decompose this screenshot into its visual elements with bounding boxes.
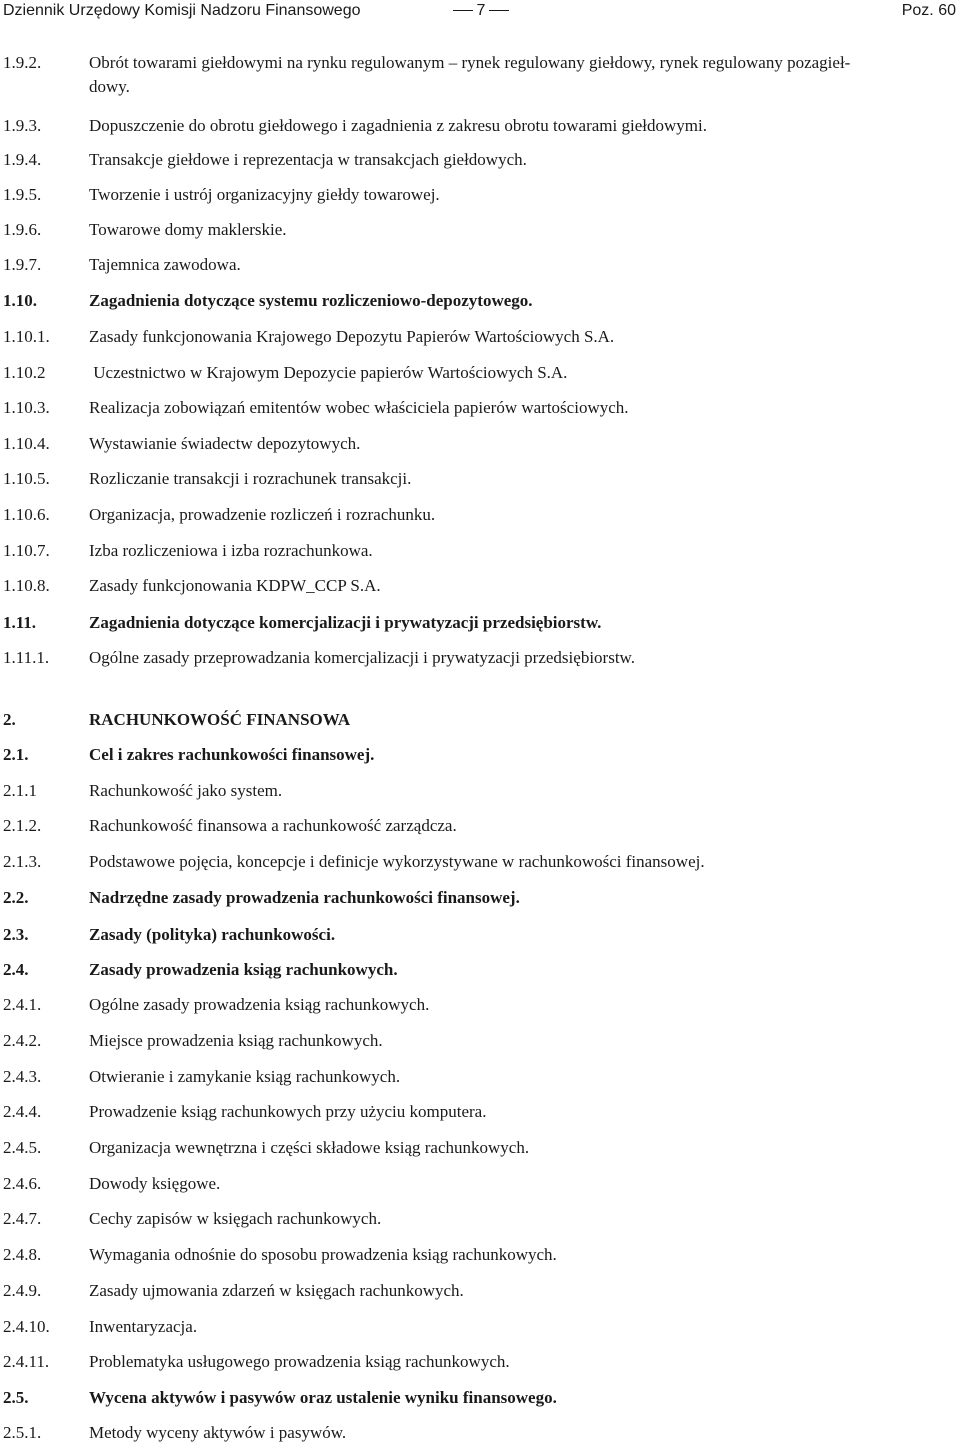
- toc-entry-number: 2.4.1.: [3, 995, 42, 1014]
- toc-entry-title: Zagadnienia dotyczące systemu rozliczeniowo-depozytowego.: [89, 291, 533, 310]
- toc-entry-title: Prowadzenie ksiąg rachunkowych przy użyciu komputera.: [89, 1102, 487, 1121]
- toc-entry-title: Wycena aktywów i pasywów oraz ustalenie wyniku finansowego.: [89, 1388, 557, 1407]
- toc-entry-title: Tworzenie i ustrój organizacyjny giełdy towarowej.: [89, 185, 440, 204]
- toc-entry-title: Miejsce prowadzenia ksiąg rachunkowych.: [89, 1031, 383, 1050]
- toc-entry-number: 2.: [3, 710, 16, 729]
- toc-entry-title: Transakcje giełdowe i reprezentacja w transakcjach giełdowych.: [89, 150, 527, 169]
- toc-entry-number: 1.10.7.: [3, 541, 50, 560]
- page-header: [0, 0, 960, 26]
- toc-entry-number: 2.4.4.: [3, 1102, 42, 1121]
- toc-entry-number: 2.4.7.: [3, 1209, 42, 1228]
- toc-entry-title: Obrót towarami giełdowymi na rynku regulowanym – rynek regulowany giełdowy, rynek regulowany pozagieł-: [89, 53, 851, 72]
- toc-entry-number: 1.9.2.: [3, 53, 42, 72]
- toc-entry-title: Metody wyceny aktywów i pasywów.: [89, 1423, 347, 1442]
- toc-entry-number: 1.10.5.: [3, 469, 50, 488]
- toc-entry-number: 1.9.6.: [3, 220, 42, 239]
- toc-entry-number: 2.3.: [3, 925, 29, 944]
- toc-entry-number: 1.9.4.: [3, 150, 42, 169]
- toc-entry-title: Zasady ujmowania zdarzeń w księgach rachunkowych.: [89, 1281, 464, 1300]
- toc-entry-number: 2.1.2.: [3, 816, 42, 835]
- toc-entry-number: 2.4.6.: [3, 1174, 42, 1193]
- toc-entry-title: Wymagania odnośnie do sposobu prowadzenia ksiąg rachunkowych.: [89, 1245, 557, 1264]
- toc-entry-number: 2.4.2.: [3, 1031, 42, 1050]
- toc-entry-number: 1.10.4.: [3, 434, 50, 453]
- toc-entry-title: Nadrzędne zasady prowadzenia rachunkowości finansowej.: [89, 888, 520, 907]
- toc-entry-title: Uczestnictwo w Krajowym Depozycie papierów Wartościowych S.A.: [89, 363, 568, 382]
- toc-entry-title: Zasady (polityka) rachunkowości.: [89, 925, 336, 944]
- toc-entry-number: 2.4.11.: [3, 1352, 50, 1371]
- toc-entry-number: 2.4.3.: [3, 1067, 42, 1086]
- toc-entry-title: Organizacja wewnętrzna i części składowe ksiąg rachunkowych.: [89, 1138, 530, 1157]
- toc-entry-title: Towarowe domy maklerskie.: [89, 220, 287, 239]
- toc-entry-number: 1.11.1.: [3, 648, 50, 667]
- toc-entry-number: 1.10.1.: [3, 327, 50, 346]
- toc-entry-title: Wystawianie świadectw depozytowych.: [89, 434, 361, 453]
- toc-entry-title: Zasady funkcjonowania KDPW_CCP S.A.: [89, 576, 381, 595]
- toc-entry-title: Inwentaryzacja.: [89, 1317, 198, 1336]
- toc-entry-title: Ogólne zasady prowadzenia ksiąg rachunkowych.: [89, 995, 430, 1014]
- toc-entry-title: Zasady funkcjonowania Krajowego Depozytu Papierów Wartościowych S.A.: [89, 327, 615, 346]
- toc-entry-number: 2.5.1.: [3, 1423, 42, 1442]
- toc-entry-title: Dowody księgowe.: [89, 1174, 221, 1193]
- toc-entry-number: 2.2.: [3, 888, 29, 907]
- toc-entry-number: 1.10.8.: [3, 576, 50, 595]
- toc-entry-title: Organizacja, prowadzenie rozliczeń i rozrachunku.: [89, 505, 436, 524]
- page-number-value: 7: [476, 2, 486, 19]
- toc-entry-number: 1.10.3.: [3, 398, 50, 417]
- toc-entry-title: Cechy zapisów w księgach rachunkowych.: [89, 1209, 382, 1228]
- toc-entry-number: 2.1.: [3, 745, 29, 764]
- toc-entry-title-continuation: dowy.: [89, 77, 130, 96]
- toc-entry-title: Rozliczanie transakcji i rozrachunek transakcji.: [89, 469, 412, 488]
- toc-entry-title: Realizacja zobowiązań emitentów wobec właściciela papierów wartościowych.: [89, 398, 629, 417]
- toc-entry-number: 1.11.: [3, 613, 37, 632]
- toc-entry-number: 2.4.8.: [3, 1245, 42, 1264]
- toc-entry-number: 1.10.: [3, 291, 37, 310]
- toc-entry-number: 1.9.7.: [3, 255, 42, 274]
- page-number: [446, 2, 516, 20]
- toc-entry-number: 2.5.: [3, 1388, 29, 1407]
- toc-entry-number: 1.10.6.: [3, 505, 50, 524]
- toc-entry-title: RACHUNKOWOŚĆ FINANSOWA: [89, 710, 351, 729]
- toc-entry-number: 2.1.3.: [3, 852, 42, 871]
- toc-entry-title: Dopuszczenie do obrotu giełdowego i zagadnienia z zakresu obrotu towarami giełdowymi.: [89, 116, 707, 135]
- toc-entry-title: Zasady prowadzenia ksiąg rachunkowych.: [89, 960, 398, 979]
- toc-entry-number: 2.4.5.: [3, 1138, 42, 1157]
- dash-left: [453, 10, 473, 11]
- toc-entry-number: 2.4.9.: [3, 1281, 42, 1300]
- journal-title: Dziennik Urzędowy Komisji Nadzoru Finansowego: [3, 2, 361, 19]
- toc-entry-title: Problematyka usługowego prowadzenia ksiąg rachunkowych.: [89, 1352, 510, 1371]
- toc-entry-title: Ogólne zasady przeprowadzania komercjalizacji i prywatyzacji przedsiębiorstw.: [89, 648, 635, 667]
- dash-right: [489, 10, 509, 11]
- toc-entry-title: Izba rozliczeniowa i izba rozrachunkowa.: [89, 541, 373, 560]
- toc-entry-title: Otwieranie i zamykanie ksiąg rachunkowych.: [89, 1067, 401, 1086]
- toc-entry-title: Podstawowe pojęcia, koncepcje i definicje wykorzystywane w rachunkowości finansowej.: [89, 852, 705, 871]
- toc-entry-title: Zagadnienia dotyczące komercjalizacji i prywatyzacji przedsiębiorstw.: [89, 613, 602, 632]
- toc-entry-title: Tajemnica zawodowa.: [89, 255, 241, 274]
- position-label: Poz. 60: [901, 2, 956, 19]
- toc-entry-title: Rachunkowość finansowa a rachunkowość zarządcza.: [89, 816, 457, 835]
- toc-entry-number: 1.9.5.: [3, 185, 42, 204]
- toc-entry-number: 2.1.1: [3, 781, 37, 800]
- toc-entry-number: 1.9.3.: [3, 116, 42, 135]
- toc-entry-number: 2.4.: [3, 960, 29, 979]
- toc-entry-number: 2.4.10.: [3, 1317, 50, 1336]
- toc-entry-title: Cel i zakres rachunkowości finansowej.: [89, 745, 375, 764]
- toc-entry-number: 1.10.2: [3, 363, 46, 382]
- toc-entry-title: Rachunkowość jako system.: [89, 781, 283, 800]
